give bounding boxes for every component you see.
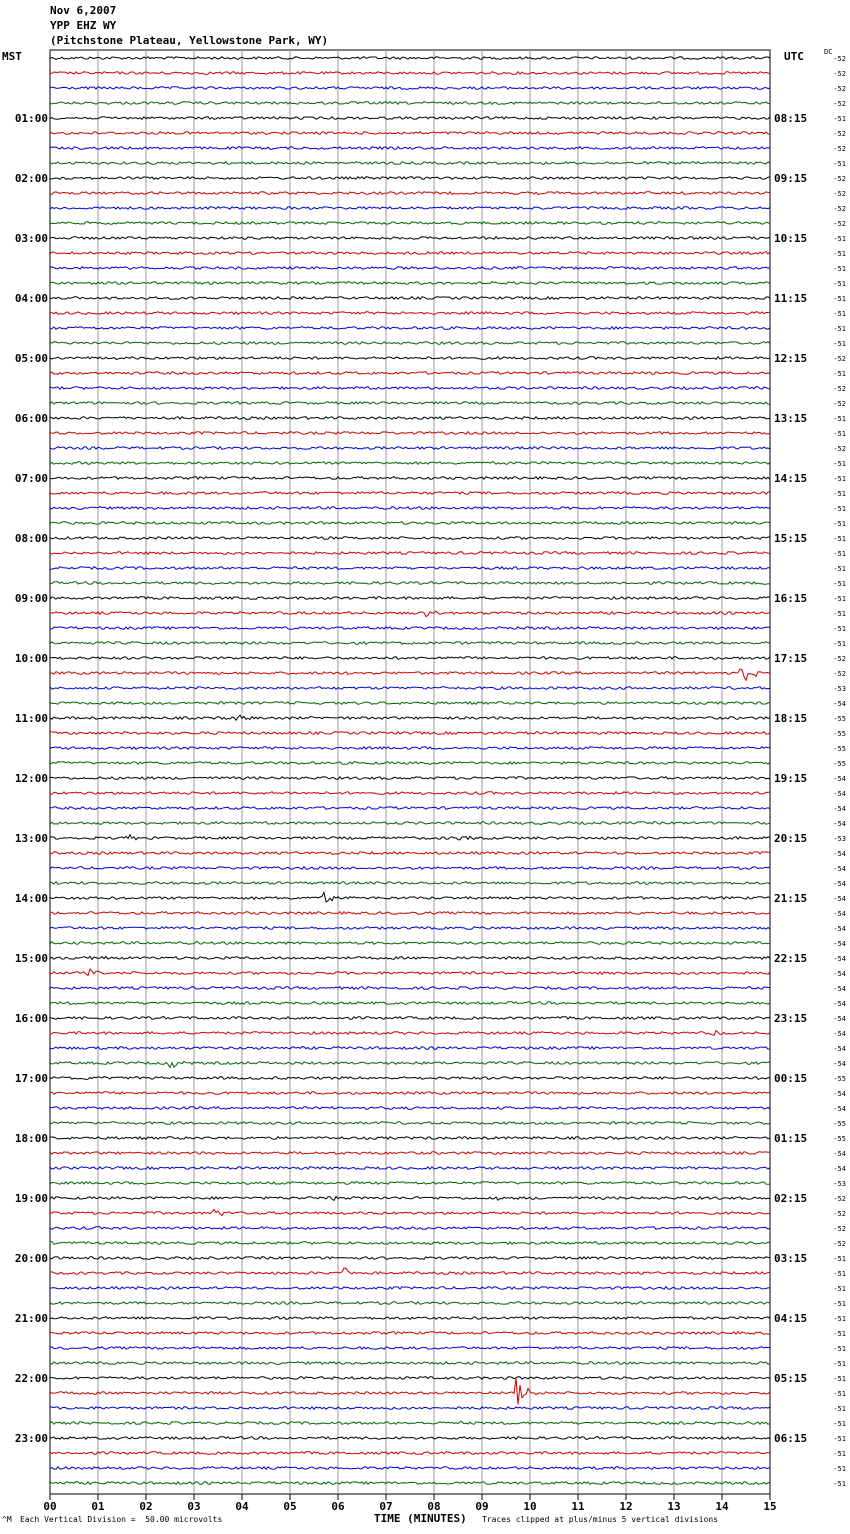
dc-offset-label: -51: [833, 1420, 846, 1428]
dc-offset-label: -51: [833, 460, 846, 468]
utc-hour-label: 00:15: [774, 1072, 808, 1085]
mst-hour-label: 13:00: [14, 832, 48, 845]
scale-note: Each Vertical Division = 50.00 microvolts: [20, 1515, 223, 1524]
trace-16: [50, 297, 770, 300]
trace-94: [50, 1467, 770, 1470]
dc-offset-label: -51: [833, 1390, 846, 1398]
trace-20: [50, 357, 770, 360]
dc-offset-label: -51: [833, 1480, 846, 1488]
dc-offset-label: -51: [833, 1405, 846, 1413]
trace-8: [50, 177, 770, 180]
trace-43: [50, 702, 770, 705]
trace-58: [50, 927, 770, 930]
dc-offset-label: -51: [833, 430, 846, 438]
dc-offset-label: -52: [833, 445, 846, 453]
x-tick-label: 01: [91, 1500, 105, 1513]
utc-hour-label: 06:15: [774, 1432, 808, 1445]
utc-hour-label: 23:15: [774, 1012, 808, 1025]
trace-22: [50, 387, 770, 390]
dc-offset-label: -51: [833, 250, 846, 258]
right-timezone-label: UTC: [784, 50, 804, 63]
trace-9: [50, 192, 770, 195]
dc-offset-label: -54: [833, 1105, 846, 1113]
utc-hour-label: 01:15: [774, 1132, 808, 1145]
trace-4: [50, 117, 770, 120]
dc-offset-label: -52: [833, 70, 846, 78]
dc-offset-label: -51: [833, 610, 846, 618]
trace-72: [50, 1137, 770, 1140]
dc-offset-label: -51: [833, 415, 846, 423]
trace-56: [50, 892, 770, 902]
dc-offset-label: -51: [833, 490, 846, 498]
utc-hour-label: 02:15: [774, 1192, 808, 1205]
trace-13: [50, 252, 770, 255]
clip-note: Traces clipped at plus/minus 5 vertical divisions: [482, 1515, 719, 1524]
mst-hour-label: 23:00: [14, 1432, 48, 1445]
trace-95: [50, 1482, 770, 1485]
dc-offset-label: -51: [833, 595, 846, 603]
trace-42: [50, 687, 770, 690]
trace-86: [50, 1347, 770, 1350]
x-tick-label: 04: [235, 1500, 249, 1513]
dc-offset-label: -51: [833, 475, 846, 483]
dc-offset-label: -52: [833, 55, 846, 63]
utc-hour-label: 11:15: [774, 292, 808, 305]
trace-44: [50, 715, 770, 720]
trace-52: [50, 835, 770, 840]
trace-31: [50, 522, 770, 525]
x-axis-title: TIME (MINUTES): [374, 1512, 467, 1525]
utc-hour-label: 04:15: [774, 1312, 808, 1325]
dc-offset-label: -53: [833, 1180, 846, 1188]
trace-15: [50, 282, 770, 285]
dc-offset-label: -54: [833, 1090, 846, 1098]
x-tick-label: 02: [139, 1500, 153, 1513]
dc-offset-label: -51: [833, 625, 846, 633]
dc-offset-label: -51: [833, 160, 846, 168]
utc-hour-label: 12:15: [774, 352, 808, 365]
dc-offset-label: -51: [833, 1270, 846, 1278]
dc-offset-label: -55: [833, 730, 846, 738]
mst-hour-label: 11:00: [14, 712, 48, 725]
trace-66: [50, 1047, 770, 1050]
trace-37: [50, 611, 770, 617]
dc-offset-label: -54: [833, 940, 846, 948]
trace-27: [50, 462, 770, 465]
dc-offset-label: -52: [833, 220, 846, 228]
x-tick-label: 09: [475, 1500, 489, 1513]
trace-6: [50, 147, 770, 150]
x-tick-label: 15: [763, 1500, 777, 1513]
mst-hour-label: 15:00: [14, 952, 48, 965]
dc-offset-label: -52: [833, 85, 846, 93]
trace-73: [50, 1152, 770, 1155]
trace-32: [50, 537, 770, 540]
mst-hour-label: 21:00: [14, 1312, 48, 1325]
dc-offset-label: -51: [833, 325, 846, 333]
utc-hour-label: 19:15: [774, 772, 808, 785]
trace-83: [50, 1302, 770, 1305]
trace-48: [50, 777, 770, 780]
trace-38: [50, 627, 770, 630]
mst-hour-label: 17:00: [14, 1072, 48, 1085]
trace-62: [50, 987, 770, 990]
mst-hour-label: 01:00: [14, 112, 48, 125]
station-code: YPP EHZ WY: [50, 19, 117, 32]
utc-hour-label: 22:15: [774, 952, 808, 965]
dc-offset-label: -54: [833, 1000, 846, 1008]
trace-1: [50, 72, 770, 75]
mst-hour-label: 04:00: [14, 292, 48, 305]
trace-25: [50, 432, 770, 435]
trace-36: [50, 597, 770, 600]
utc-hour-label: 09:15: [774, 172, 808, 185]
dc-offset-label: -52: [833, 1210, 846, 1218]
dc-offset-label: -52: [833, 130, 846, 138]
dc-offset-label: -51: [833, 340, 846, 348]
utc-hour-label: 15:15: [774, 532, 808, 545]
dc-offset-label: -51: [833, 115, 846, 123]
dc-offset-label: -51: [833, 1375, 846, 1383]
utc-hour-label: 05:15: [774, 1372, 808, 1385]
utc-hour-label: 14:15: [774, 472, 808, 485]
dc-offset-label: -54: [833, 775, 846, 783]
trace-92: [50, 1437, 770, 1440]
x-tick-label: 07: [379, 1500, 393, 1513]
trace-71: [50, 1122, 770, 1125]
trace-60: [50, 956, 770, 959]
dc-offset-label: -54: [833, 1150, 846, 1158]
utc-hour-label: 17:15: [774, 652, 808, 665]
dc-offset-label: -51: [833, 1360, 846, 1368]
dc-offset-label: -51: [833, 550, 846, 558]
dc-offset-label: -54: [833, 910, 846, 918]
left-timezone-label: MST: [2, 50, 22, 63]
trace-79: [50, 1242, 770, 1245]
utc-hour-label: 03:15: [774, 1252, 808, 1265]
dc-offset-label: -52: [833, 100, 846, 108]
trace-46: [50, 747, 770, 750]
plot-date: Nov 6,2007: [50, 4, 117, 17]
trace-33: [50, 552, 770, 555]
dc-offset-label: -51: [833, 310, 846, 318]
trace-85: [50, 1332, 770, 1335]
x-tick-label: 03: [187, 1500, 201, 1513]
trace-30: [50, 507, 770, 510]
dc-offset-label: -51: [833, 1330, 846, 1338]
trace-5: [50, 132, 770, 135]
trace-12: [50, 237, 770, 240]
dc-offset-label: -54: [833, 955, 846, 963]
trace-77: [50, 1209, 770, 1215]
trace-57: [50, 912, 770, 915]
trace-78: [50, 1227, 770, 1230]
trace-49: [50, 792, 770, 795]
dc-offset-label: -51: [833, 1255, 846, 1263]
x-tick-label: 12: [619, 1500, 633, 1513]
dc-offset-label: -55: [833, 745, 846, 753]
utc-hour-label: 08:15: [774, 112, 808, 125]
dc-offset-label: -52: [833, 670, 846, 678]
dc-offset-label: -51: [833, 535, 846, 543]
dc-offset-label: -52: [833, 205, 846, 213]
utc-hour-label: 20:15: [774, 832, 808, 845]
dc-offset-label: -52: [833, 1195, 846, 1203]
trace-55: [50, 882, 770, 885]
x-tick-label: 06: [331, 1500, 345, 1513]
mst-hour-label: 19:00: [14, 1192, 48, 1205]
dc-offset-label: -51: [833, 295, 846, 303]
trace-75: [50, 1182, 770, 1185]
trace-7: [50, 162, 770, 165]
trace-84: [50, 1317, 770, 1320]
mst-hour-label: 08:00: [14, 532, 48, 545]
x-tick-label: 00: [43, 1500, 57, 1513]
mst-hour-label: 12:00: [14, 772, 48, 785]
dc-offset-label: -51: [833, 640, 846, 648]
trace-24: [50, 417, 770, 420]
dc-offset-label: -52: [833, 1225, 846, 1233]
dc-offset-label: -55: [833, 1120, 846, 1128]
mst-hour-label: 10:00: [14, 652, 48, 665]
mst-hour-label: 03:00: [14, 232, 48, 245]
dc-offset-label: -52: [833, 655, 846, 663]
dc-offset-label: -51: [833, 1465, 846, 1473]
mst-hour-label: 14:00: [14, 892, 48, 905]
trace-74: [50, 1167, 770, 1170]
dc-offset-label: -54: [833, 790, 846, 798]
x-tick-label: 13: [667, 1500, 681, 1513]
x-tick-label: 08: [427, 1500, 441, 1513]
dc-offset-label: -52: [833, 385, 846, 393]
x-tick-label: 05: [283, 1500, 297, 1513]
dc-offset-label: -55: [833, 1135, 846, 1143]
trace-64: [50, 1017, 770, 1020]
trace-10: [50, 207, 770, 210]
trace-80: [50, 1257, 770, 1260]
mst-hour-label: 20:00: [14, 1252, 48, 1265]
dc-offset-label: -52: [833, 145, 846, 153]
dc-offset-label: -51: [833, 1300, 846, 1308]
trace-82: [50, 1287, 770, 1290]
trace-50: [50, 807, 770, 810]
station-location: (Pitchstone Plateau, Yellowstone Park, WY): [50, 34, 329, 47]
mst-hour-label: 06:00: [14, 412, 48, 425]
trace-26: [50, 447, 770, 450]
footer-mark: ^M: [2, 1515, 12, 1524]
trace-0: [50, 57, 770, 60]
trace-45: [50, 732, 770, 735]
dc-offset-label: -53: [833, 835, 846, 843]
mst-hour-label: 18:00: [14, 1132, 48, 1145]
trace-63: [50, 1002, 770, 1005]
dc-offset-label: -51: [833, 1285, 846, 1293]
trace-29: [50, 492, 770, 495]
dc-offset-label: -54: [833, 820, 846, 828]
trace-65: [50, 1031, 770, 1036]
trace-69: [50, 1092, 770, 1095]
trace-68: [50, 1077, 770, 1080]
trace-90: [50, 1407, 770, 1410]
trace-67: [50, 1061, 770, 1067]
dc-offset-label: -53: [833, 685, 846, 693]
utc-hour-label: 13:15: [774, 412, 808, 425]
dc-offset-label: -55: [833, 715, 846, 723]
trace-81: [50, 1268, 770, 1274]
dc-offset-label: -52: [833, 1240, 846, 1248]
dc-offset-label: -51: [833, 1450, 846, 1458]
dc-offset-label: -54: [833, 1030, 846, 1038]
dc-offset-label: -54: [833, 1045, 846, 1053]
x-tick-label: 14: [715, 1500, 729, 1513]
dc-offset-label: -51: [833, 370, 846, 378]
trace-70: [50, 1107, 770, 1110]
dc-offset-label: -51: [833, 235, 846, 243]
dc-offset-label: -51: [833, 1435, 846, 1443]
trace-34: [50, 567, 770, 570]
trace-35: [50, 582, 770, 585]
trace-39: [50, 642, 770, 645]
trace-3: [50, 102, 770, 105]
x-tick-label: 11: [571, 1500, 585, 1513]
utc-hour-label: 21:15: [774, 892, 808, 905]
trace-23: [50, 402, 770, 405]
dc-offset-label: -51: [833, 280, 846, 288]
mst-hour-label: 16:00: [14, 1012, 48, 1025]
dc-offset-label: -54: [833, 700, 846, 708]
mst-hour-label: 02:00: [14, 172, 48, 185]
trace-2: [50, 87, 770, 90]
trace-59: [50, 942, 770, 945]
trace-61: [50, 969, 770, 976]
trace-40: [50, 657, 770, 660]
dc-offset-label: -51: [833, 1345, 846, 1353]
dc-offset-header: DC: [824, 48, 833, 56]
dc-offset-label: -51: [833, 505, 846, 513]
trace-93: [50, 1452, 770, 1455]
dc-offset-label: -52: [833, 355, 846, 363]
dc-offset-label: -54: [833, 865, 846, 873]
trace-51: [50, 822, 770, 825]
trace-76: [50, 1197, 770, 1201]
trace-21: [50, 372, 770, 375]
trace-28: [50, 477, 770, 480]
trace-89: [50, 1378, 770, 1404]
dc-offset-label: -54: [833, 850, 846, 858]
x-tick-label: 10: [523, 1500, 537, 1513]
dc-offset-label: -51: [833, 1315, 846, 1323]
dc-offset-label: -55: [833, 760, 846, 768]
dc-offset-label: -52: [833, 400, 846, 408]
mst-hour-label: 05:00: [14, 352, 48, 365]
trace-41: [50, 669, 770, 680]
dc-offset-label: -51: [833, 265, 846, 273]
utc-hour-label: 18:15: [774, 712, 808, 725]
dc-offset-label: -55: [833, 1075, 846, 1083]
trace-54: [50, 867, 770, 870]
dc-offset-label: -51: [833, 580, 846, 588]
dc-offset-label: -54: [833, 970, 846, 978]
trace-47: [50, 762, 770, 765]
dc-offset-label: -51: [833, 565, 846, 573]
dc-offset-label: -54: [833, 1015, 846, 1023]
dc-offset-label: -52: [833, 175, 846, 183]
dc-offset-label: -54: [833, 985, 846, 993]
dc-offset-label: -54: [833, 880, 846, 888]
trace-88: [50, 1377, 770, 1380]
dc-offset-label: -54: [833, 805, 846, 813]
dc-offset-label: -54: [833, 925, 846, 933]
trace-53: [50, 852, 770, 855]
trace-17: [50, 312, 770, 315]
mst-hour-label: 09:00: [14, 592, 48, 605]
utc-hour-label: 16:15: [774, 592, 808, 605]
dc-offset-label: -54: [833, 1165, 846, 1173]
mst-hour-label: 07:00: [14, 472, 48, 485]
dc-offset-label: -54: [833, 895, 846, 903]
trace-18: [50, 327, 770, 330]
utc-hour-label: 10:15: [774, 232, 808, 245]
mst-hour-label: 22:00: [14, 1372, 48, 1385]
trace-14: [50, 267, 770, 270]
dc-offset-label: -54: [833, 1060, 846, 1068]
trace-11: [50, 222, 770, 225]
trace-87: [50, 1362, 770, 1365]
trace-91: [50, 1422, 770, 1425]
dc-offset-label: -51: [833, 520, 846, 528]
trace-19: [50, 342, 770, 345]
dc-offset-label: -52: [833, 190, 846, 198]
